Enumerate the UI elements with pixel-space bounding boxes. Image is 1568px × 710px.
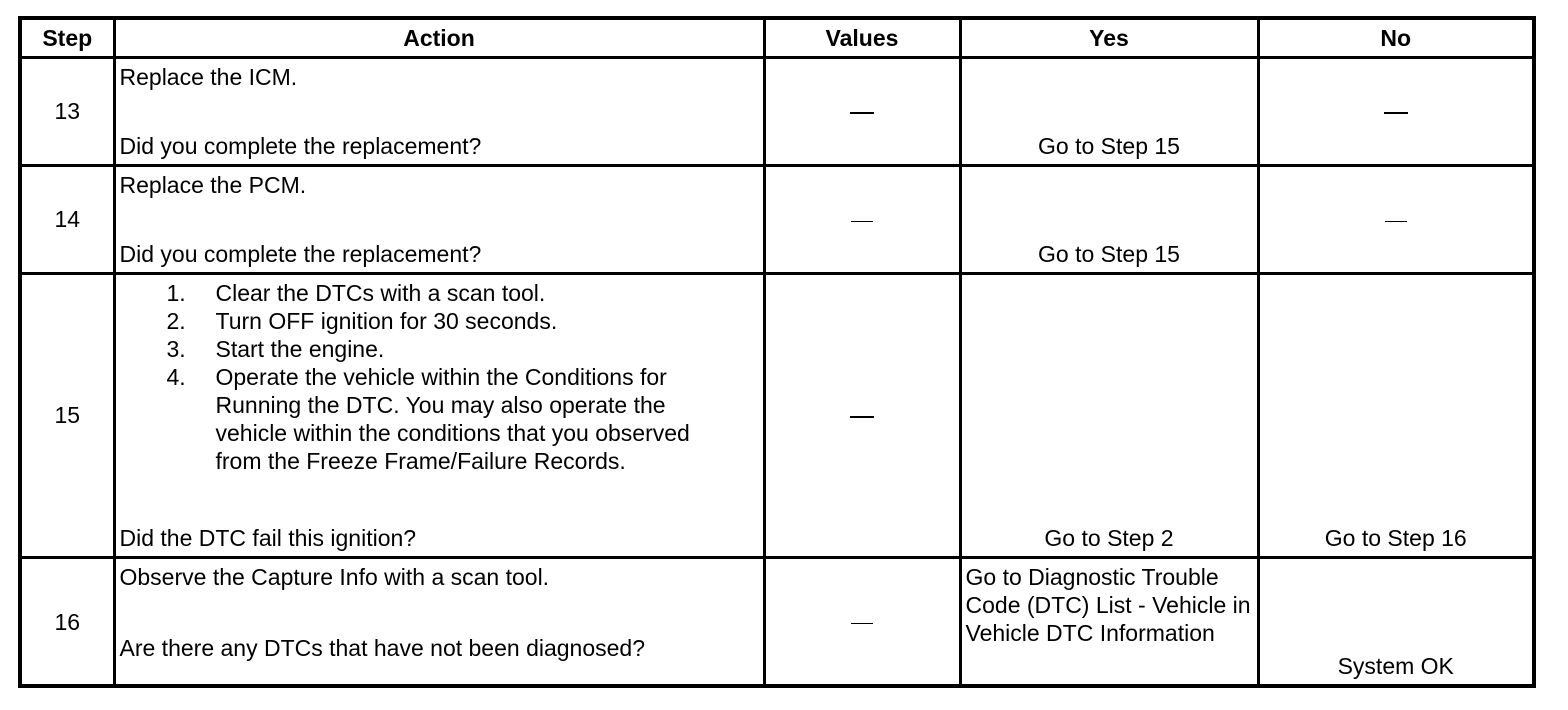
values-dash [851,623,873,624]
action-instruction: Observe the Capture Info with a scan tool. [119,564,550,591]
no-cell [1258,273,1534,558]
step-number: 14 [20,165,114,273]
action-question: Are there any DTCs that have not been diagnosed? [119,635,646,661]
yes-result: Go to Step 2 [1044,525,1174,552]
values-cell [764,558,960,686]
no-dash [1384,112,1408,114]
no-result: Go to Step 16 [1324,525,1467,552]
step-number: 13 [20,58,114,166]
action-cell [114,558,764,686]
values-dash [850,416,874,418]
table-row [20,165,1534,273]
action-question: Did you complete the replacement? [119,132,482,159]
values-cell [764,165,960,273]
action-question: Did the DTC fail this ignition? [119,525,417,552]
yes-cell [960,558,1258,686]
step-number: 16 [20,558,114,686]
no-cell [1258,558,1534,686]
yes-result: Go to Diagnostic Trouble Code (DTC) List - Vehicle in Vehicle DTC Information [965,564,1251,647]
header-step: Step [20,18,114,58]
list-item: 3. Start the engine. [166,335,385,362]
action-instruction: Replace the PCM. [119,171,307,198]
action-cell [114,165,764,273]
values-cell [764,58,960,166]
header-no: No [1258,18,1534,58]
no-result: System OK [1337,653,1454,679]
yes-result: Go to Step 15 [1038,240,1180,267]
yes-cell [960,165,1258,273]
no-cell [1258,165,1534,273]
header-yes: Yes [960,18,1258,58]
header-action: Action [114,18,764,58]
action-steps-list [120,279,759,475]
action-instruction: Replace the ICM. [119,64,298,90]
table-row [20,558,1534,686]
yes-cell [960,58,1258,166]
action-question: Did you complete the replacement? [119,240,482,267]
action-cell [114,273,764,558]
header-values: Values [764,18,960,58]
table-row [20,58,1534,166]
yes-cell [960,273,1258,558]
list-item: 1. Clear the DTCs with a scan tool. [166,279,546,306]
action-cell [114,58,764,166]
list-item: 4. Operate the vehicle within the Conditions for Running the DTC. You may also operate the vehicle within the conditions that you observed from the Freeze Frame/Failure Records. [166,363,690,474]
header-row [20,18,1534,58]
step-number: 15 [20,273,114,558]
no-dash [1385,221,1407,222]
values-dash [850,112,874,114]
diagnostic-table [18,16,1536,688]
table-row [20,273,1534,558]
values-dash [851,221,873,222]
no-cell [1258,58,1534,166]
yes-result: Go to Step 15 [1038,132,1180,159]
list-item: 2. Turn OFF ignition for 30 seconds. [166,307,558,334]
values-cell [764,273,960,558]
